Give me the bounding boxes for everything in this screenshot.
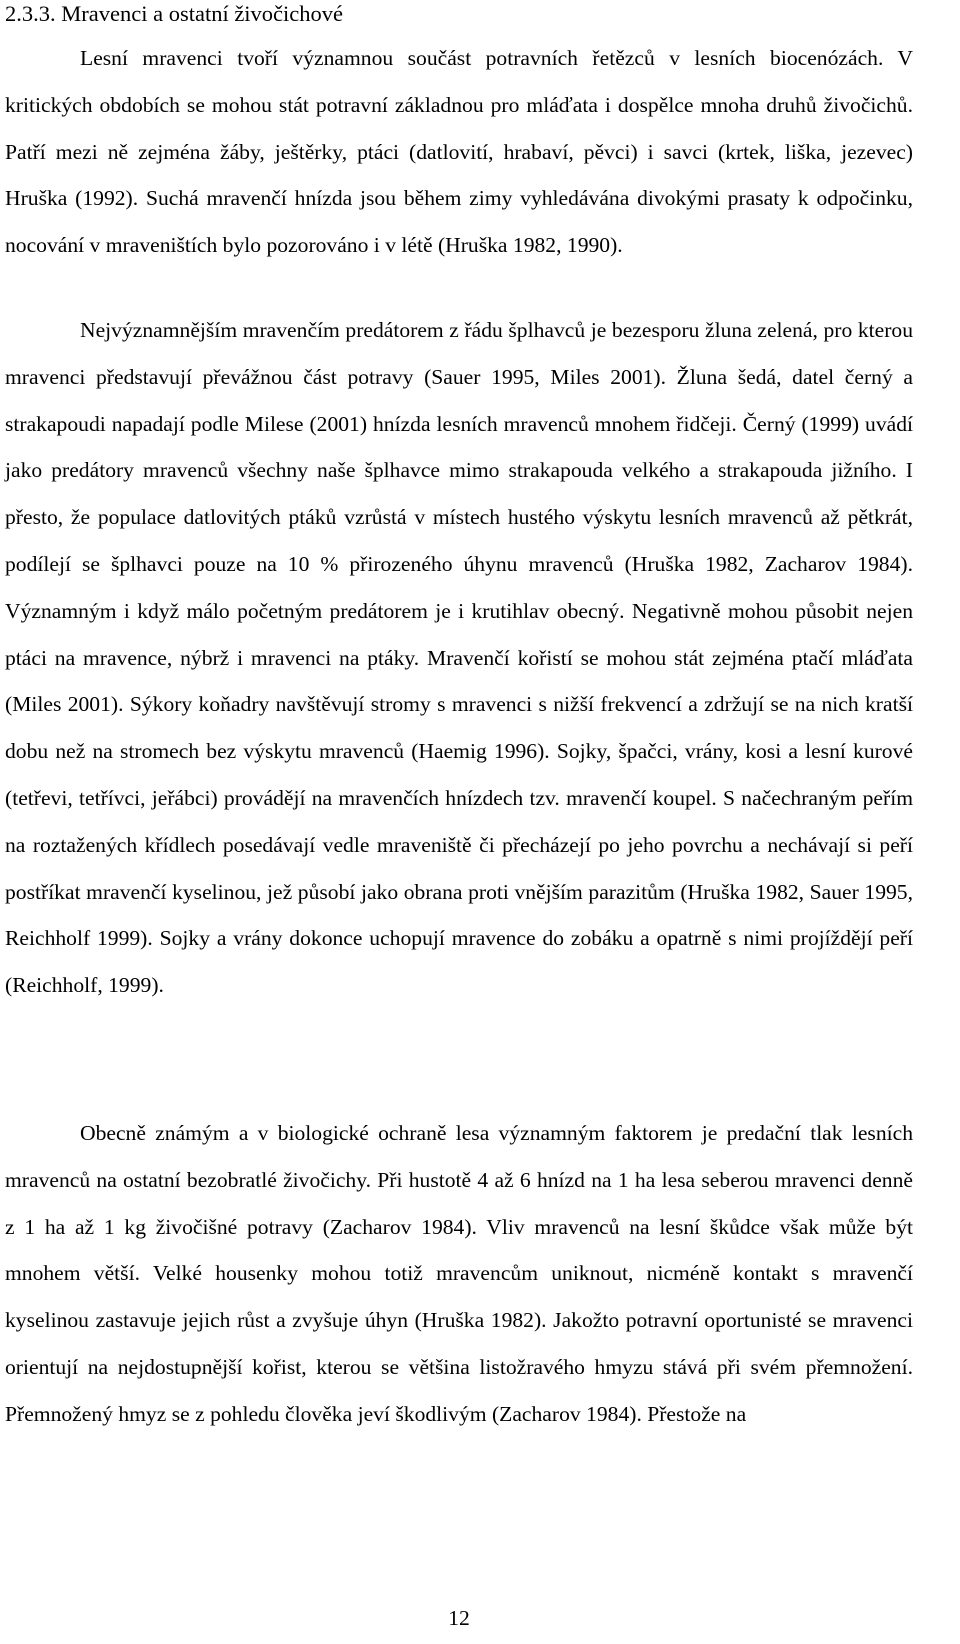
paragraph-predation-pressure: Obecně známým a v biologické ochraně lesa významným faktorem je predační tlak lesních mravenců na ostatní bezobratlé živočichy. Při hustotě 4 až 6 hnízd na 1 ha lesa seberou mravenci denně z 1 ha až 1 kg živočišné potravy (Zacharov 1984). Vliv mravenců na lesní škůdce však může být mnohem větší. Velké housenky mohou totiž mravencům uniknout, nicméně kontakt s mravenčí kyselinou zastavuje jejich růst a zvyšuje úhyn (Hruška 1982). Jakožto potravní oportunisté se mravenci orientují na nejdostupnější kořist, kterou se většina listožravého hmyzu stává při svém přemnožení. Přemnožený hmyz se z pohledu člověka jeví škodlivým (Zacharov 1984). Přestože na [5,1121,913,1426]
paragraph-ants-as-food-source: Lesní mravenci tvoří významnou součást potravních řetězců v lesních biocenózách. V kritických obdobích se mohou stát potravní základnou pro mláďata i dospělce mnoha druhů živočichů. Patří mezi ně zejména žáby, ještěrky, ptáci (datlovití, hrabaví, pěvci) i savci (krtek, liška, jezevec) Hruška (1992). Suchá mravenčí hnízda jsou během zimy vyhledávána divokými prasaty k odpočinku, nocování v mraveništích bylo pozorováno i v létě (Hruška 1982, 1990). [5,46,913,258]
section-heading: 2.3.3. Mravenci a ostatní živočichové [5,1,344,26]
paragraph-bird-predators: Nejvýznamnějším mravenčím predátorem z řádu šplhavců je bezesporu žluna zelená, pro kterou mravenci představují převážnou část potravy (Sauer 1995, Miles 2001). Žluna šedá, datel černý a strakapoudi napadají podle Milese (2001) hnízda lesních mravenců mnohem řidčeji. Černý (1999) uvádí jako predátory mravenců všechny naše šplhavce mimo strakapouda velkého a strakapouda jižního. I přesto, že populace datlovitých ptáků vzrůstá v místech hustého výskytu lesních mravenců až pětkrát, podílejí se šplhavci pouze na 10 % přirozeného úhynu mravenců (Hruška 1982, Zacharov 1984). Významným i když málo početným predátorem je i krutihlav obecný. Negativně mohou působit nejen ptáci na mravence, nýbrž i mravenci na ptáky. Mravenčí kořistí se mohou stát zejména ptačí mláďata (Miles 2001). Sýkory koňadry navštěvují stromy s mravenci s nižší frekvencí a zdržují se na nich kratší dobu než na stromech bez výskytu mravenců (Haemig 1996). Sojky, špačci, vrány, kosi a lesní kurové (tetřevi, tetřívci, jeřábci) provádějí na mravenčích hnízdech tzv. mravenčí koupel. S načechraným peřím na roztažených křídlech posedávají vedle mraveniště či přecházejí po jeho povrchu a nechávají si peří postříkat mravenčí kyselinou, jež působí jako obrana proti vnějším parazitům (Hruška 1982, Sauer 1995, Reichholf 1999). Sojky a vrány dokonce uchopují mravence do zobáku a opatrně s nimi projíždějí peří (Reichholf, 1999). [5,318,913,998]
page-number: 12 [448,1606,470,1630]
